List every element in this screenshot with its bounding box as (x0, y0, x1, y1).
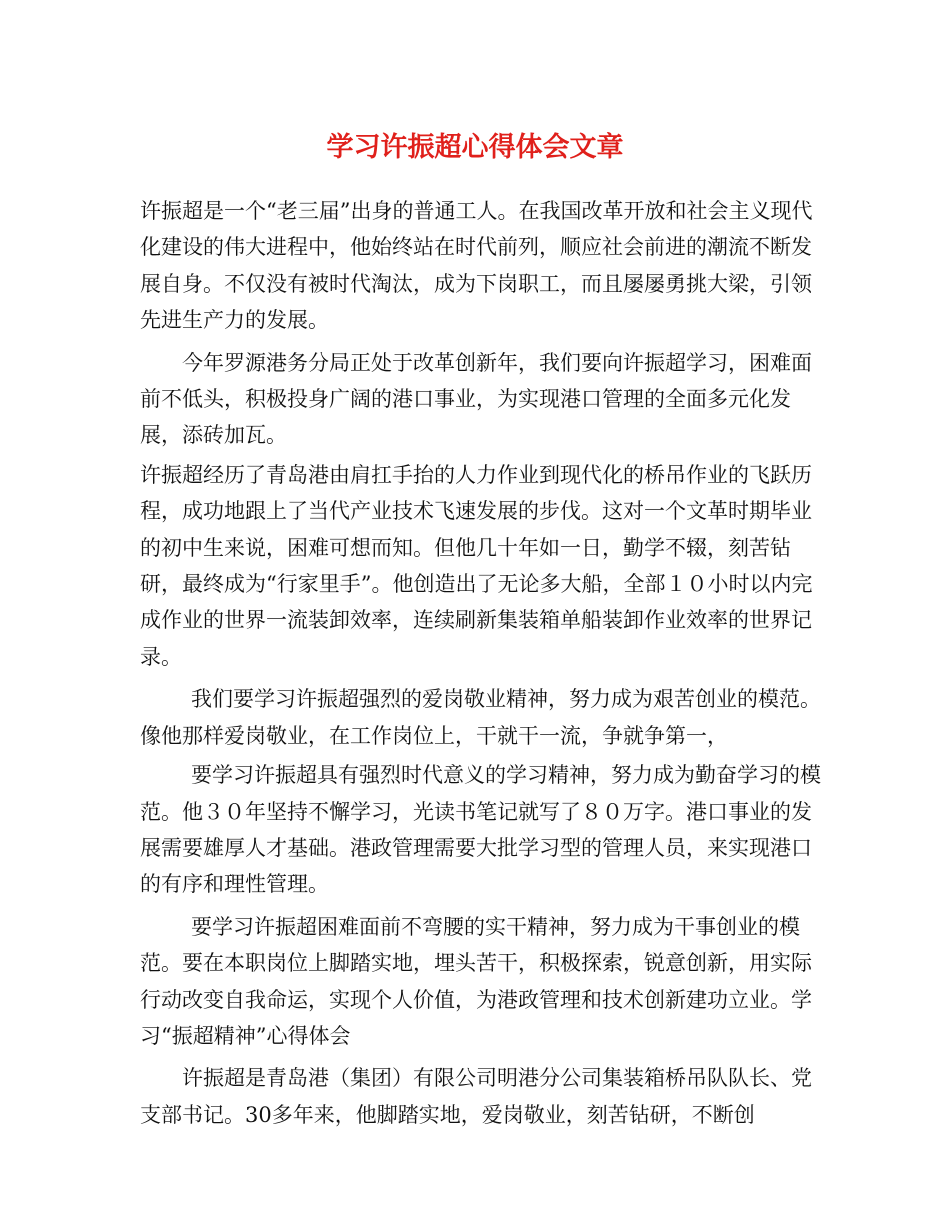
paragraph-6: 要学习许振超困难面前不弯腰的实干精神，努力成为干事创业的模范。要在本职岗位上脚踏实地，埋头苦干，积极探索，锐意创新，用实际行动改变自我命运，实现个人价值，为港政管理和技术创新建功立业。学习“振超精神”心得体会 (140, 914, 812, 1048)
paragraph-2: 今年罗源港务分局正处于改革创新年，我们要向许振超学习，困难面前不低头，积极投身广阔的港口事业，为实现港口管理的全面多元化发展，添砖加瓦。 (140, 350, 812, 448)
paragraph-5: 要学习许振超具有强烈时代意义的学习精神，努力成为勤奋学习的模范。他３０年坚持不懈学习，光读书笔记就写了８０万字。港口事业的发展需要雄厚人才基础。港政管理需要大批学习型的管理人员，来实现港口的有序和理性管理。 (140, 763, 821, 897)
paragraph-4: 我们要学习许振超强烈的爱岗敬业精神，努力成为艰苦创业的模范。像他那样爱岗敬业，在工作岗位上，干就干一流，争就争第一， (140, 687, 821, 748)
paragraph-7: 许振超是青岛港（集团）有限公司明港分公司集装箱桥吊队队长、党支部书记。30多年来，他脚踏实地，爱岗敬业，刻苦钻研，不断创 (140, 1066, 812, 1127)
document-body (140, 193, 828, 1133)
document-title: 学习许振超心得体会文章 (326, 132, 624, 163)
paragraph-3: 许振超经历了青岛港由肩扛手抬的人力作业到现代化的桥吊作业的飞跃历程，成功地跟上了当代产业技术飞速发展的步伐。这对一个文革时期毕业的初中生来说，困难可想而知。但他几十年如一日，勤学不辍，刻苦钻研，最终成为“行家里手”。他创造出了无论多大船，全部１０小时以内完成作业的世界一流装卸效率，连续刷新集装箱单船装卸作业效率的世界记录。 (140, 462, 813, 669)
paragraph-1: 许振超是一个“老三届”出身的普通工人。在我国改革开放和社会主义现代化建设的伟大进程中，他始终站在时代前列，顺应社会前进的潮流不断发展自身。不仅没有被时代淘汰，成为下岗职工，而且屡屡勇挑大梁，引领先进生产力的发展。 (140, 199, 813, 333)
